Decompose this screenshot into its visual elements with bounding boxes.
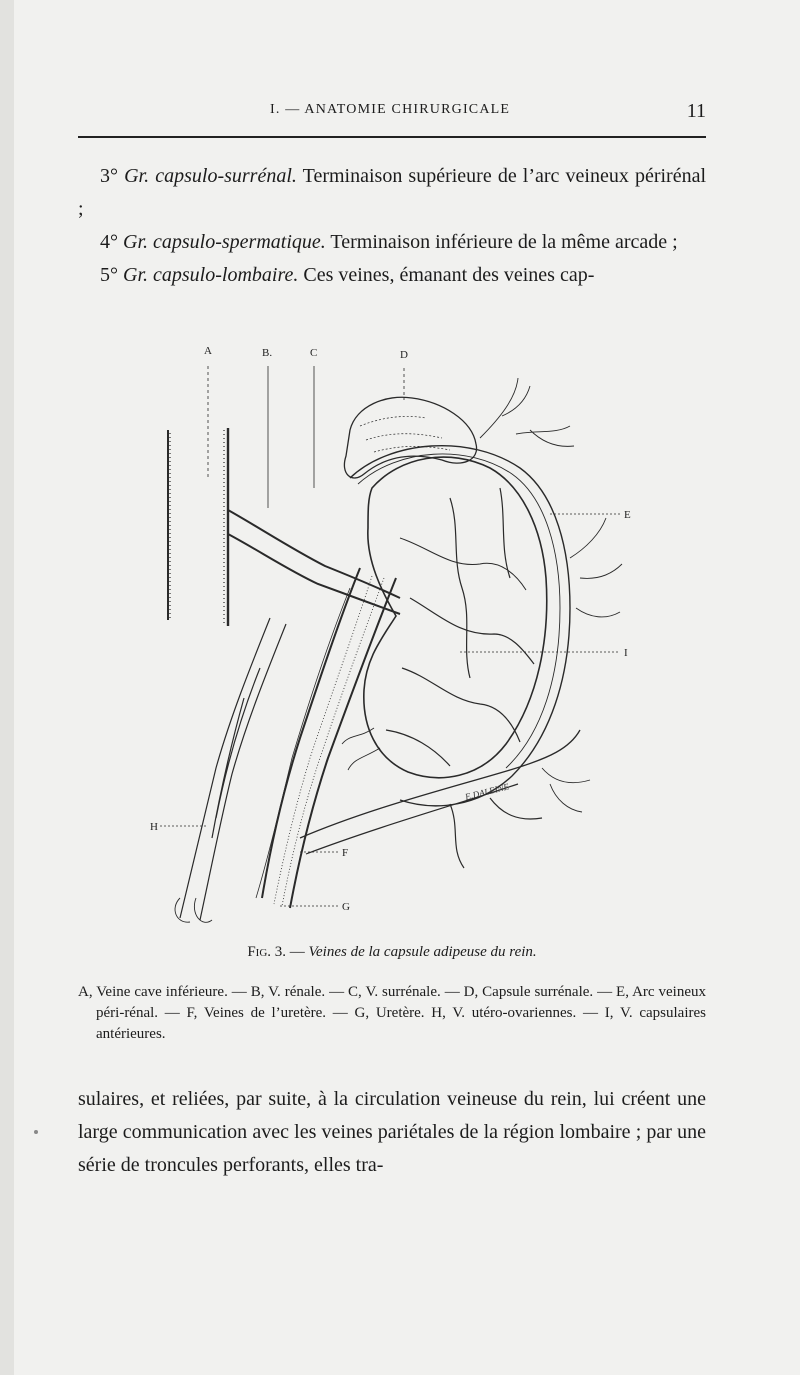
running-head: I. — ANATOMIE CHIRURGICALE (270, 102, 511, 117)
caption-separator: — (286, 944, 309, 960)
engraver-signature: E.DALEINE (464, 781, 510, 802)
item-number: 4° (100, 231, 123, 253)
item-term: Gr. capsulo-lombaire. (123, 264, 299, 286)
figure-number: Fig. 3. (247, 944, 287, 960)
figure-label-g: G (342, 901, 350, 913)
item-number: 5° (100, 264, 123, 286)
list-item (78, 160, 706, 226)
figure-label-b: B. (262, 347, 273, 359)
anatomical-figure (150, 338, 650, 938)
figure-illustration (150, 338, 650, 938)
list-item (78, 226, 706, 259)
figure-label-h: H (150, 821, 158, 833)
figure-label-i: I (624, 647, 628, 659)
figure-title: Veines de la capsule adipeuse du rein. (308, 944, 537, 960)
list-item (78, 259, 706, 292)
figure-label-c: C (310, 347, 318, 359)
margin-mark (34, 1130, 38, 1134)
item-term: Gr. capsulo-spermatique. (123, 231, 326, 253)
renal-vein-lower (228, 534, 400, 614)
paragraph-text: sulaires, et reliées, par suite, à la circulation veineuse du rein, lui créent une large communication avec les veines pariétales de la région lombaire ; par une série de troncules perforants, elles tra- (78, 1088, 706, 1176)
body-text (78, 160, 706, 292)
figure-label-a: A (204, 345, 212, 357)
renal-vein-upper (228, 510, 400, 598)
page-number: 11 (686, 100, 706, 122)
figure-legend (78, 982, 706, 1045)
item-text: Terminaison inférieure de la même arcade ; (325, 231, 678, 253)
kidney-outline (364, 457, 547, 778)
legend-text: A, Veine cave inférieure. — B, V. rénale. — C, V. surrénale. — D, Capsule surrénale. — E, Arc veineux péri-rénal. — F, Veines de l’uretère. — G, Uretère. H, V. utéro-ovariennes. — I, V. capsulaires antérieures. (78, 984, 706, 1042)
header-rule (78, 136, 706, 138)
item-text: Ces veines, émanant des veines cap- (298, 264, 595, 286)
ovarian-vein (180, 618, 270, 918)
page-header (78, 100, 706, 130)
item-term: Gr. capsulo-surrénal. (124, 165, 297, 187)
figure-label-f: F (342, 847, 349, 859)
figure-label-d: D (400, 349, 408, 361)
capsular-vein (400, 538, 526, 590)
figure-label-e: E (624, 509, 631, 521)
item-text: Terminaison supérieure de l’arc veineux périrénal ; (78, 165, 707, 220)
continuation-paragraph (78, 1083, 706, 1182)
item-number: 3° (100, 165, 125, 187)
perirenal-arc (350, 446, 570, 806)
page-edge (0, 0, 14, 1375)
figure-caption (78, 944, 706, 961)
adrenal-gland (344, 397, 476, 478)
